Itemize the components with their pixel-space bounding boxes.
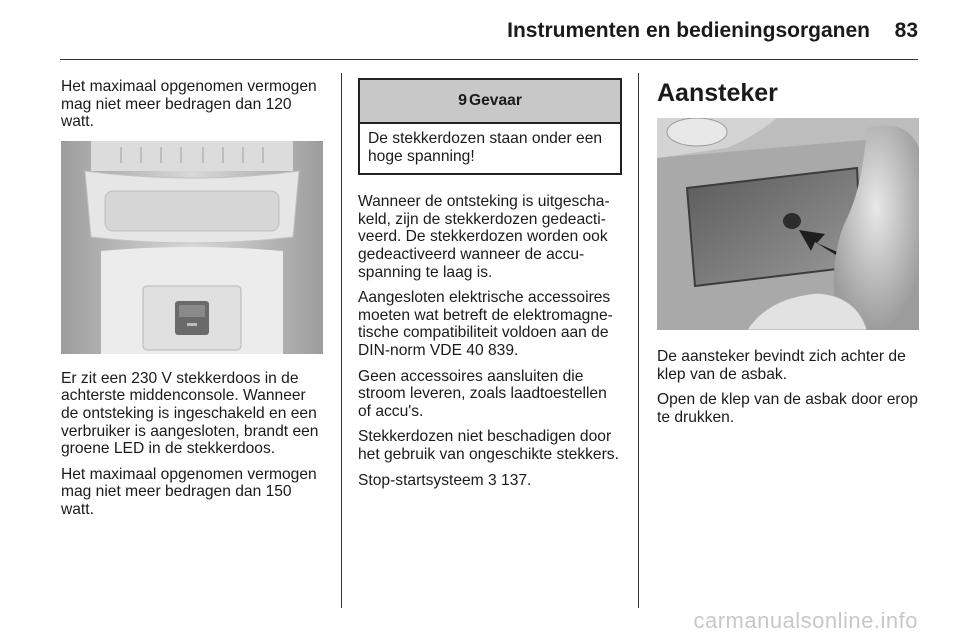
paragraph: Er zit een 230 V stekkerdoos in de achterste middenconsole. Wanneer de ontsteking is ingeschakeld en een verbruiker is aangesloten, brandt een groene LED in de stekkerdoos. — [61, 369, 319, 458]
section-title: Aansteker — [657, 79, 778, 107]
paragraph: Aangesloten elektrische accessoires moeten wat betreft de elektromagne-tische compatibiliteit voldoen aan de DIN-norm VDE 40 839. — [358, 289, 613, 359]
column-divider-2 — [638, 73, 639, 608]
watermark: carmanualsonline.info — [693, 608, 918, 633]
warning-title: Gevaar — [469, 92, 522, 110]
paragraph: Stekkerdozen niet beschadigen door het gebruik van ongeschikte stekkers. — [358, 428, 619, 463]
page-number: 83 — [894, 19, 918, 42]
rear-console-socket-image — [61, 141, 323, 354]
cross-reference — [358, 472, 622, 490]
paragraph: Geen accessoires aansluiten die stroom leveren, zoals laadtoestellen of accu's. — [358, 367, 607, 420]
warning-icon: 9 — [458, 92, 467, 110]
warning-text: De stekkerdozen staan onder een hoge spanning! — [368, 130, 603, 165]
warning-header — [360, 80, 620, 124]
ashtray-lighter-image — [657, 118, 919, 330]
paragraph: Het maximaal opgenomen vermogen mag niet meer bedragen dan 150 watt. — [61, 465, 317, 518]
paragraph: Open de klep van de asbak door erop te drukken. — [657, 391, 918, 426]
column-left — [61, 78, 323, 527]
paragraph: Het maximaal opgenomen vermogen mag niet meer bedragen dan 120 watt. — [61, 78, 317, 131]
page-header-title: Instrumenten en bedieningsorganen — [507, 19, 870, 42]
column-divider-1 — [341, 73, 342, 608]
column-middle — [358, 78, 622, 497]
paragraph: De aansteker bevindt zich achter de klep van de asbak. — [657, 348, 906, 383]
danger-warning-box — [358, 78, 622, 175]
header-divider — [60, 59, 918, 60]
column-right — [657, 78, 919, 434]
reference-text: Stop-startsysteem — [358, 471, 484, 489]
paragraph: Wanneer de ontsteking is uitgescha-keld, zijn de stekkerdozen gedeacti-veerd. De stekkerdozen worden ook gedeactiveerd wanneer de accu-spanning te laag is. — [358, 193, 610, 281]
reference-page: 137. — [501, 471, 532, 489]
page-reference-icon: 3 — [488, 471, 497, 489]
